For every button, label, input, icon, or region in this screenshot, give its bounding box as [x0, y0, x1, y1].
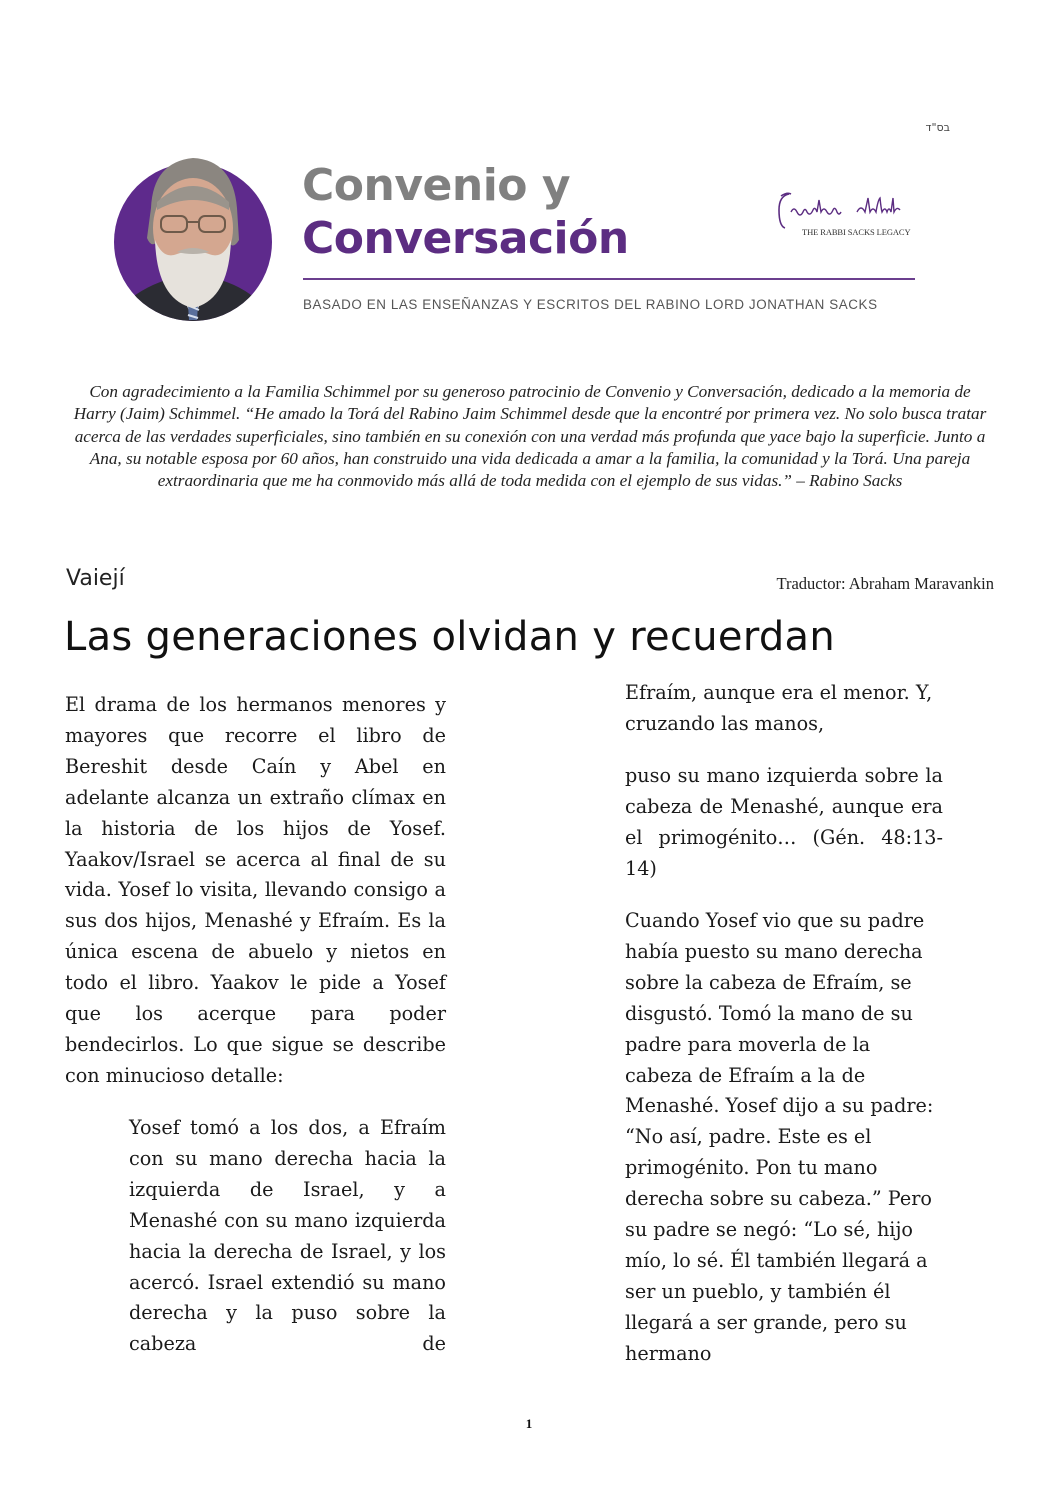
logo-tagline: THE RABBI SACKS LEGACY	[802, 227, 911, 237]
header-divider	[303, 278, 915, 280]
rabbi-portrait	[113, 150, 273, 324]
publication-subtitle: BASADO EN LAS ENSEÑANZAS Y ESCRITOS DEL RABINO LORD JONATHAN SACKS	[303, 297, 878, 312]
parasha-name: Vaiejí	[66, 566, 125, 591]
paragraph-yosef-reaction: Cuando Yosef vio que su padre había puesto su mano derecha sobre la cabeza de Efraím, se disgustó. Tomó la mano de su padre para moverla de la cabeza de Efraím a la de Menashé. Yosef dijo a su padre: “No así, padre. Este es el primogénito. Pon tu mano derecha sobre su cabeza.” Pero su padre se negó: “Lo sé, hijo mío, lo sé. Él también llegará a ser un pueblo, y también él llegará a ser grande, pero su hermano	[625, 909, 934, 1365]
translator-credit: Traductor: Abraham Maravankin	[776, 574, 994, 593]
hebrew-bsd-mark: בס"ד	[925, 121, 950, 134]
page-number: 1	[525, 1416, 533, 1431]
paragraph-intro: El drama de los hermanos menores y mayores que recorre el libro de Bereshit desde Caín y Abel en adelante alcanza un extraño clímax en la historia de los hijos de Yosef. Yaakov/Israel se acerca al final de su vida. Yosef lo visita, llevando consigo a sus dos hijos, Menashé y Efraím. Es la única escena de abuelo y nietos en todo el libro. Yaakov le pide a Yosef que los acerque para poder bendecirlos. Lo que sigue se describe con minucioso detalle:	[65, 693, 446, 1087]
block-quote-part2: Efraím, aunque era el menor. Y, cruzando las manos,	[625, 681, 933, 735]
publication-title-line1: Convenio y	[302, 160, 571, 211]
block-quote-part1: Yosef tomó a los dos, a Efraím con su mano derecha hacia la izquierda de Israel, y a Menashé con su mano izquierda hacia la derecha de Israel, y los acercó. Israel extendió su mano derecha y la puso sobre la cabeza de	[129, 1116, 446, 1356]
block-quote-part3: puso su mano izquierda sobre la cabeza de Menashé, aunque era el primogénito… (Gén. 48:13-14)	[625, 764, 943, 880]
dedication-text: Con agradecimiento a la Familia Schimmel por su generoso patrocinio de Convenio y Conversación, dedicado a la memoria de Harry (Jaim) Schimmel. “He amado la Torá del Rabino Jaim Schimmel desde que la encontré por primera vez. No solo busca tratar acerca de las verdades superficiales, sino también en su conexión con una verdad más profunda que yace bajo la superficie. Junto a Ana, su notable esposa por 60 años, han construido una vida dedicada a amar a la familia, la comunidad y la Torá. Una pareja extraordinaria que me ha conmovido más allá de toda medida con el ejemplo de sus vidas.” – Rabino Sacks	[73, 382, 987, 491]
publication-title-line2: Conversación	[302, 213, 629, 264]
article-title: Las generaciones olvidan y recuerdan	[64, 614, 836, 660]
